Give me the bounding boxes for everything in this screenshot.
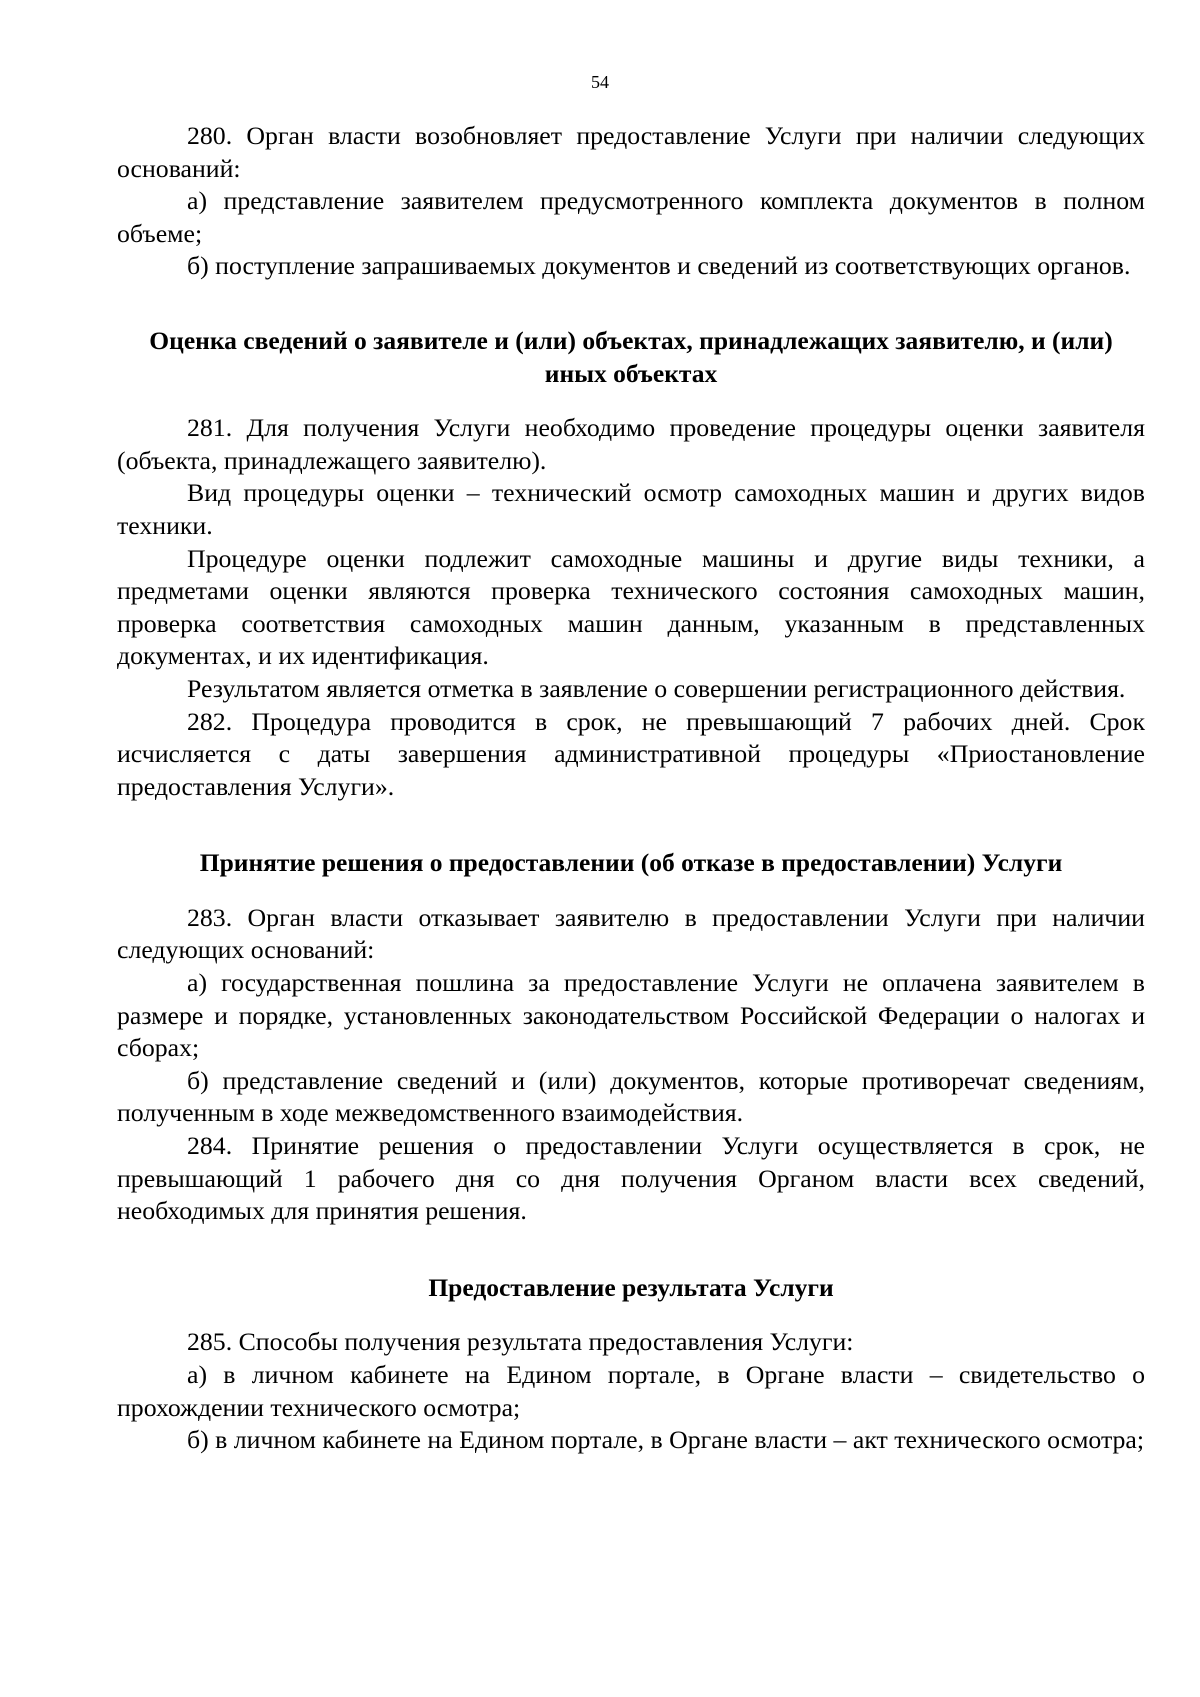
paragraph-283-b: б) представление сведений и (или) документов, которые противоречат сведениям, полученным в ходе межведомственного взаимодействия. (117, 1065, 1145, 1128)
paragraph-285-a: а) в личном кабинете на Едином портале, в Органе власти – свидетельство о прохождении технического осмотра; (117, 1360, 1145, 1422)
paragraph-283-a: а) государственная пошлина за предоставление Услуги не оплачена заявителем в размере и порядке, установленных законодательством Российской Федерации о налогах и сборах; (117, 968, 1145, 1063)
document-body (117, 120, 1145, 1457)
paragraph-281-result: Результатом является отметка в заявление о совершении регистрационного действия. (187, 673, 1126, 703)
paragraph-281-subject: Процедуре оценки подлежит самоходные машины и другие виды техники, а предметами оценки являются проверка технического состояния самоходных машин, проверка соответствия самоходных машин данным, указанным в представленных документах, и их идентификация. (117, 543, 1145, 671)
paragraph-284: 284. Принятие решения о предоставлении Услуги осуществляется в срок, не превышающий 1 рабочего дня со дня получения Органом власти всех сведений, необходимых для принятия решения. (117, 1131, 1145, 1226)
page-number: 54 (591, 72, 609, 92)
paragraph-285: 285. Способы получения результата предоставления Услуги: (187, 1327, 854, 1357)
paragraph-281-type: Вид процедуры оценки – технический осмотр самоходных машин и других видов техники. (117, 478, 1145, 540)
paragraph-282: 282. Процедура проводится в срок, не превышающий 7 рабочих дней. Срок исчисляется с даты завершения административной процедуры «Приостановление предоставления Услуги». (117, 706, 1145, 801)
paragraph-283: 283. Орган власти отказывает заявителю в предоставлении Услуги при наличии следующих оснований: (117, 902, 1145, 965)
paragraph-280-b: б) поступление запрашиваемых документов и сведений из соответствующих органов. (187, 251, 1131, 281)
section-heading-result: Предоставление результата Услуги (428, 1272, 834, 1302)
paragraph-285-b: б) в личном кабинете на Едином портале, в Органе власти – акт технического осмотра; (187, 1425, 1145, 1455)
paragraph-280-a: а) представление заявителем предусмотренного комплекта документов в полном объеме; (117, 186, 1145, 248)
section-heading-decision: Принятие решения о предоставлении (об отказе в предоставлении) Услуги (199, 848, 1063, 878)
paragraph-280: 280. Орган власти возобновляет предоставление Услуги при наличии следующих оснований: (117, 121, 1145, 183)
paragraph-281: 281. Для получения Услуги необходимо проведение процедуры оценки заявителя (объекта, принадлежащего заявителю). (117, 413, 1145, 475)
section-heading-assessment: Оценка сведений о заявителе и (или) объектах, принадлежащих заявителю, и (или) иных объектах (149, 325, 1113, 388)
